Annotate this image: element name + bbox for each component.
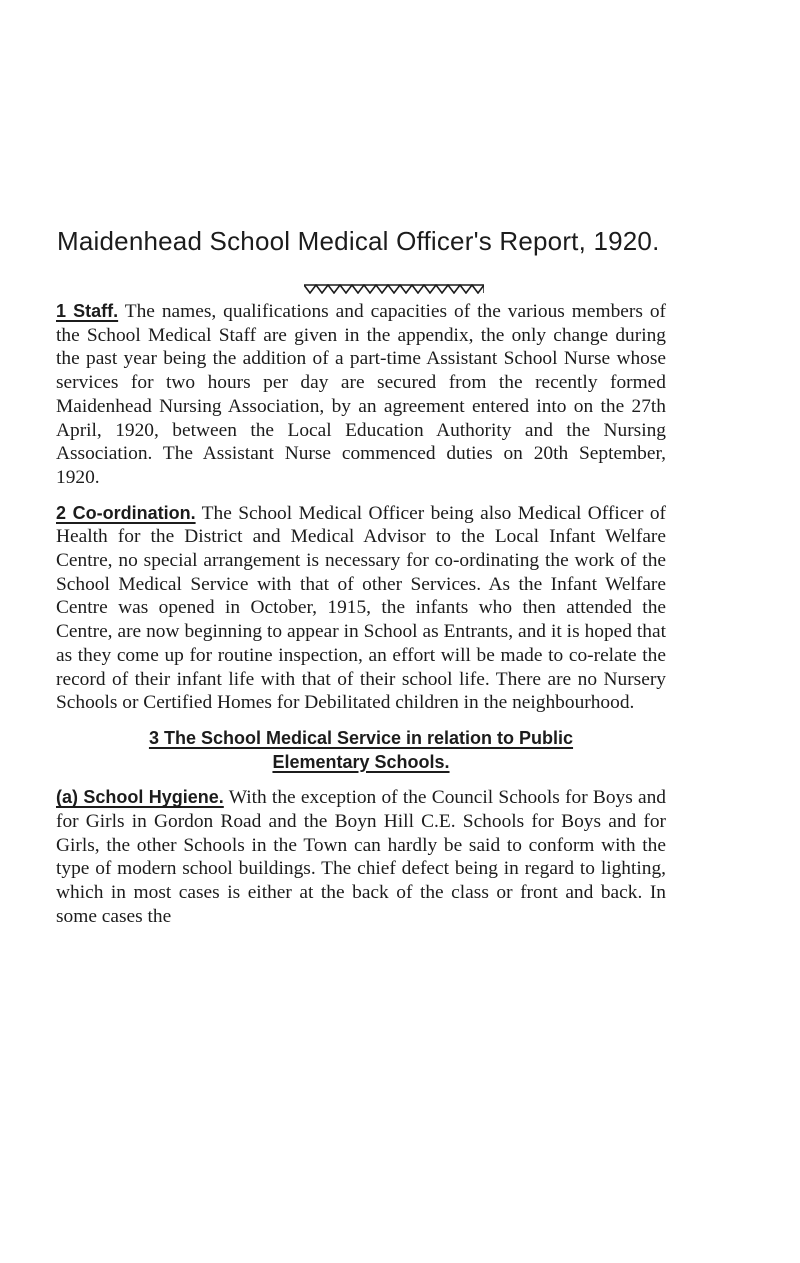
report-body: [56, 300, 666, 941]
hygiene-paragraph: [56, 786, 666, 928]
coordination-heading: 2 Co-ordination.: [56, 502, 196, 523]
zigzag-ornament-icon: [304, 284, 484, 294]
staff-text: The names, qualifications and capacities of the various members of the School Medical Staff are given in the appendix, the only change during the past year being the addition of a part-time Assistant School Nurse whose services for two hours per day are secured from the recently formed Maidenhead Nursing Association, by an agreement entered into on the 27th April, 1920, between the Local Education Authority and the Nursing Association. The Assistant Nurse commenced duties on 20th September, 1920.: [56, 301, 666, 488]
staff-heading: 1 Staff.: [56, 301, 119, 321]
service-heading-line1: 3 The School Medical Service in relation to Public: [148, 727, 574, 748]
staff-paragraph: [56, 300, 666, 490]
coordination-paragraph: [56, 502, 666, 715]
hygiene-text: With the exception of the Council Schools for Boys and for Girls in Gordon Road and the Boyn Hill C.E. Schools for Boys and for Girls, the other Schools in the Town can hardly be said to conform with the type of modern school buildings. The chief defect being in regard to lighting, which in most cases is either at the back of the class or front and back. In some cases the: [56, 787, 666, 927]
hygiene-heading: (a) School Hygiene.: [56, 787, 224, 808]
service-heading-line2: Elementary Schools.: [272, 751, 450, 772]
report-title: Maidenhead School Medical Officer's Report, 1920.: [57, 226, 660, 256]
service-heading: [56, 727, 666, 774]
coordination-text: The School Medical Officer being also Medical Officer of Health for the District and Medical Advisor to the Local Infant Welfare Centre, no special arrangement is necessary for co-ordinating the work of the School Medical Service with that of other Services. As the Infant Welfare Centre was opened in October, 1915, the infants who then attended the Centre, are now beginning to appear in School as Entrants, and it is hoped that as they come up for routine inspection, an effort will be made to co-relate the record of their infant life with that of their school life. There are no Nursery Schools or Certified Homes for Debilitated children in the neighbourhood.: [56, 502, 666, 714]
